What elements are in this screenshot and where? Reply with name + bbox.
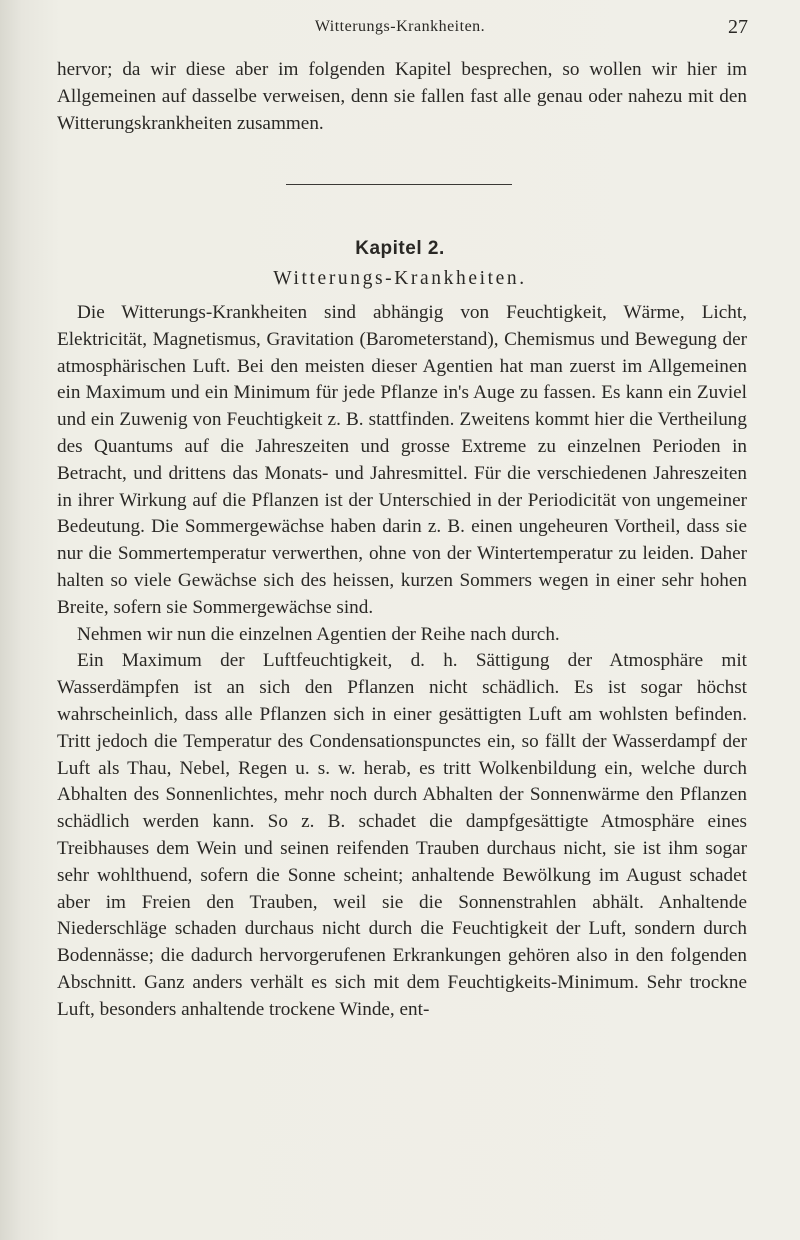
paragraph: Die Witterungs-Krankheiten sind abhängig von Feuchtigkeit, Wärme, Licht, Elektricität, Magnetismus, Gravitation (Barometerstand), Chemismus und Bewegung der atmosphärischen Luft. Bei den meisten dieser Agentien hat man zuerst im Allgemeinen ein Maximum und ein Minimum für jede Pflanze in's Auge zu fassen. Es kann ein Zuviel und ein Zuwenig von Feuchtigkeit z. B. stattfinden. Zweitens kommt hier die Vertheilung des Quantums auf die Jahreszeiten und grosse Extreme zu einzelnen Perioden in Betracht, und drittens das Monats- und Jahresmittel. Für die verschiedenen Jahreszeiten in ihrer Wirkung auf die Pflanzen ist der Unterschied in der Periodicität von ungemeiner Bedeutung. Die Sommergewächse haben darin z. B. einen ungeheuren Vortheil, dass sie nur die Sommertemperatur verwerthen, ohne von der Wintertemperatur zu leiden. Daher halten so viele Gewächse sich des heissen, kurzen Sommers wegen in einer sehr hohen Breite, sofern sie Sommergewächse sind. [57, 302, 747, 618]
section-divider [286, 184, 512, 185]
running-title: Witterungs-Krankheiten. [314, 18, 486, 35]
chapter-label: Kapitel 2. [355, 238, 445, 259]
intro-paragraph: hervor; da wir diese aber im folgenden Kapitel besprechen, so wollen wir hier im Allgemeinen auf dasselbe verweisen, denn sie fallen fast alle genau oder nahezu mit den Witterungskrankheiten zusammen. [57, 59, 747, 134]
chapter-body [57, 300, 747, 1024]
paragraph: Nehmen wir nun die einzelnen Agentien der Reihe nach durch. [77, 623, 560, 645]
paragraph: Ein Maximum der Luftfeuchtigkeit, d. h. Sättigung der Atmosphäre mit Wasserdämpfen ist an sich den Pflanzen nicht schädlich. Es ist sogar höchst wahrscheinlich, dass alle Pflanzen sich in einer gesättigten Luft am wohlsten befinden. Tritt jedoch die Temperatur des Condensationspunctes ein, so fällt der Wasserdampf der Luft als Thau, Nebel, Regen u. s. w. herab, es tritt Wolkenbildung ein, welche durch Abhalten des Sonnenlichtes, mehr noch durch Abhalten der Sonnenwärme den Pflanzen schädlich werden kann. So z. B. schadet die dampfgesättigte Atmosphäre eines Treibhauses dem Wein und seinen reifenden Trauben durchaus nicht, sie ist ihm sogar sehr wohlthuend, sofern die Sonne scheint; anhaltende Bewölkung im August schadet aber im Freien den Trauben, weil sie die Sonnenstrahlen abhält. Anhaltende Niederschläge schaden durchaus nicht durch die Feuchtigkeit der Luft, sondern durch Bodennässe; die dadurch hervorgerufenen Erkrankungen gehören also in den folgenden Abschnitt. Ganz anders verhält es sich mit dem Feuchtigkeits-Minimum. Sehr trockne Luft, besonders anhaltende trockene Winde, ent- [57, 650, 747, 1020]
chapter-title: Witterungs-Krankheiten. [273, 268, 527, 289]
page-number: 27 [728, 16, 748, 38]
running-head [0, 18, 800, 42]
